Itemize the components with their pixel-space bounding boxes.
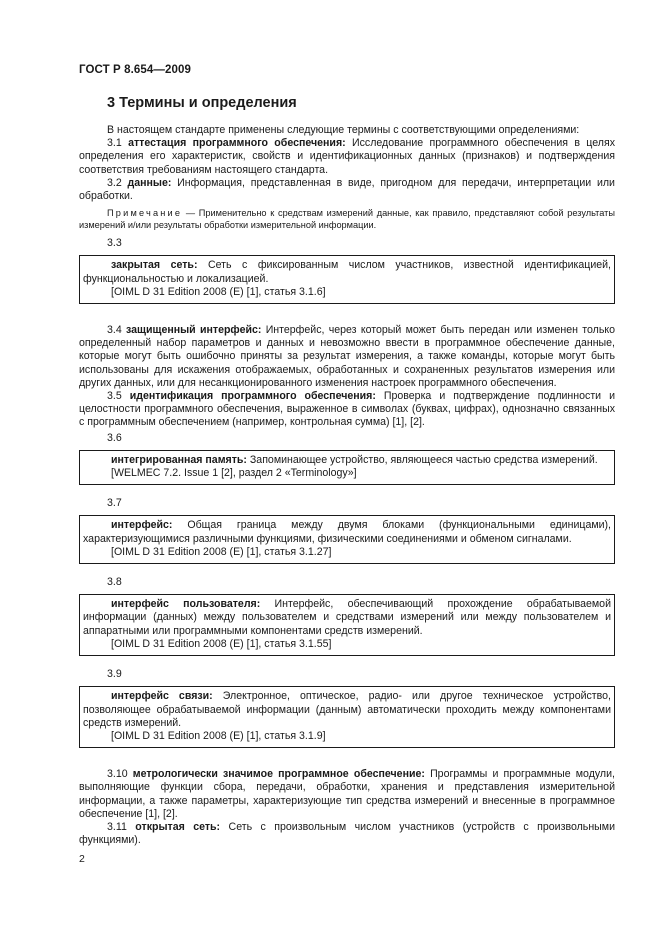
term-definition: Информация, представленная в виде, пригодном для передачи, интерпретации или обработки. — [79, 176, 615, 203]
term-name: интерфейс пользователя: — [111, 598, 261, 611]
term-3-5 — [79, 390, 615, 430]
note-text: — Применительно к средствам измерений данные, как правило, представляют собой результаты измерений и/или результаты обработки измерительной информации. — [79, 208, 615, 231]
term-number: 3.10 — [107, 768, 128, 781]
term-number: 3.11 — [107, 820, 127, 833]
term-reference: [WELMEC 7.2. Issue 1 [2], раздел 2 «Terminology»] — [111, 467, 357, 480]
term-3-11 — [79, 821, 615, 847]
intro-paragraph: В настоящем стандарте применены следующие термины с соответствующими определениями: — [107, 124, 580, 136]
term-number: 3.2 — [107, 176, 122, 189]
note-label: Примечание — [107, 208, 183, 219]
term-number: 3.5 — [107, 390, 122, 403]
term-3-1 — [79, 137, 615, 177]
term-definition: Интерфейс, через который может быть передан или изменен только определенный набор параметров и данных и невозможно ввести в программное обеспечение данные, которые могут быть ошибочно приняты за результат измерения, а также команды, которые могут быть использованы для искажения отображаемых, обработанных и сохраненных результатов измерения или других данных, или для несанкционированного изменения настроек программного обеспечения. — [79, 324, 615, 389]
term-number-3-8: 3.8 — [107, 576, 122, 589]
term-number-3-9: 3.9 — [107, 668, 122, 681]
term-definition: Общая граница между двумя блоками (функциональными единицами), характеризующимися различными функциями, физическими соединениями и обменом сигналами. — [83, 519, 612, 545]
term-definition: Сеть с фиксированным числом участников, известной идентификацией, функциональностью и локализацией. — [83, 259, 611, 285]
term-number-3-6: 3.6 — [107, 431, 122, 444]
term-name: защищенный интерфейс: — [126, 324, 262, 337]
term-number: 3.4 — [107, 324, 122, 337]
term-name: аттестация программного обеспечения: — [128, 137, 346, 150]
term-reference: [OIML D 31 Edition 2008 (E) [1], статья 3.1.6] — [111, 285, 326, 298]
term-name: данные: — [127, 176, 172, 189]
section-title: 3 Термины и определения — [107, 95, 297, 111]
term-definition: Проверка и подтверждение подлинности и целостности программного обеспечения, выраженное в символах (буквах, цифрах), однозначно связанных с программным обеспечением (например, контрольная сумма) [1], [2]. — [79, 390, 615, 429]
page-number: 2 — [79, 853, 85, 865]
term-3-7 — [83, 519, 611, 545]
term-reference: [OIML D 31 Edition 2008 (E) [1], статья 3.1.27] — [111, 545, 332, 558]
term-3-2 — [79, 177, 615, 203]
term-box-3-3 — [79, 255, 615, 304]
term-number: 3.1 — [107, 137, 122, 150]
term-name: закрытая сеть: — [111, 259, 198, 272]
term-3-10 — [79, 768, 615, 821]
term-3-6 — [83, 454, 611, 467]
term-name: метрологически значимое программное обеспечение: — [132, 768, 425, 781]
term-definition: Электронное, оптическое, радио- или другое техническое устройство, позволяющее обрабатываемой информации (данным) автоматически проходить между компонентами средств измерений. — [83, 690, 612, 729]
term-name: интегрированная память: — [111, 453, 247, 466]
term-name: идентификация программного обеспечения: — [129, 390, 376, 403]
term-3-9 — [83, 690, 611, 730]
term-box-3-6 — [79, 450, 615, 485]
term-3-3 — [83, 259, 611, 285]
term-number-3-7: 3.7 — [107, 497, 122, 510]
term-definition: Программы и программные модули, выполняющие функции сбора, передачи, обработки, хранения и представления измерительной информации, а также параметры, характеризующие тип средства измерений и внесенные в программное обеспечение [1], [2]. — [79, 768, 615, 820]
note-3-2 — [79, 207, 615, 231]
term-definition: Сеть с произвольным числом участников (устройств с произвольными функциями). — [79, 820, 615, 847]
term-name: интерфейс: — [111, 519, 173, 532]
standard-header: ГОСТ Р 8.654—2009 — [79, 64, 191, 76]
term-3-4 — [79, 324, 615, 390]
term-name: открытая сеть: — [135, 820, 221, 833]
term-box-3-8 — [79, 594, 615, 656]
term-box-3-7 — [79, 515, 615, 564]
term-definition: Исследование программного обеспечения в целях определения его характеристик, свойств и идентификационных данных (признаков) и подтверждения соответствия требованиям настоящего стандарта. — [79, 137, 615, 176]
document-body — [79, 124, 615, 847]
term-name: интерфейс связи: — [111, 690, 213, 703]
term-definition: Интерфейс, обеспечивающий прохождение обрабатываемой информации (данных) между пользователем и средствами измерений или между пользователем и аппаратными или программными компонентами средств измерений. — [83, 598, 611, 637]
term-box-3-9 — [79, 686, 615, 748]
term-number-3-3: 3.3 — [107, 237, 122, 250]
term-reference: [OIML D 31 Edition 2008 (E) [1], статья 3.1.9] — [111, 729, 326, 742]
term-definition: Запоминающее устройство, являющееся частью средства измерений. — [249, 453, 598, 466]
term-reference: [OIML D 31 Edition 2008 (E) [1], статья 3.1.55] — [111, 637, 332, 650]
term-3-8 — [83, 598, 611, 638]
